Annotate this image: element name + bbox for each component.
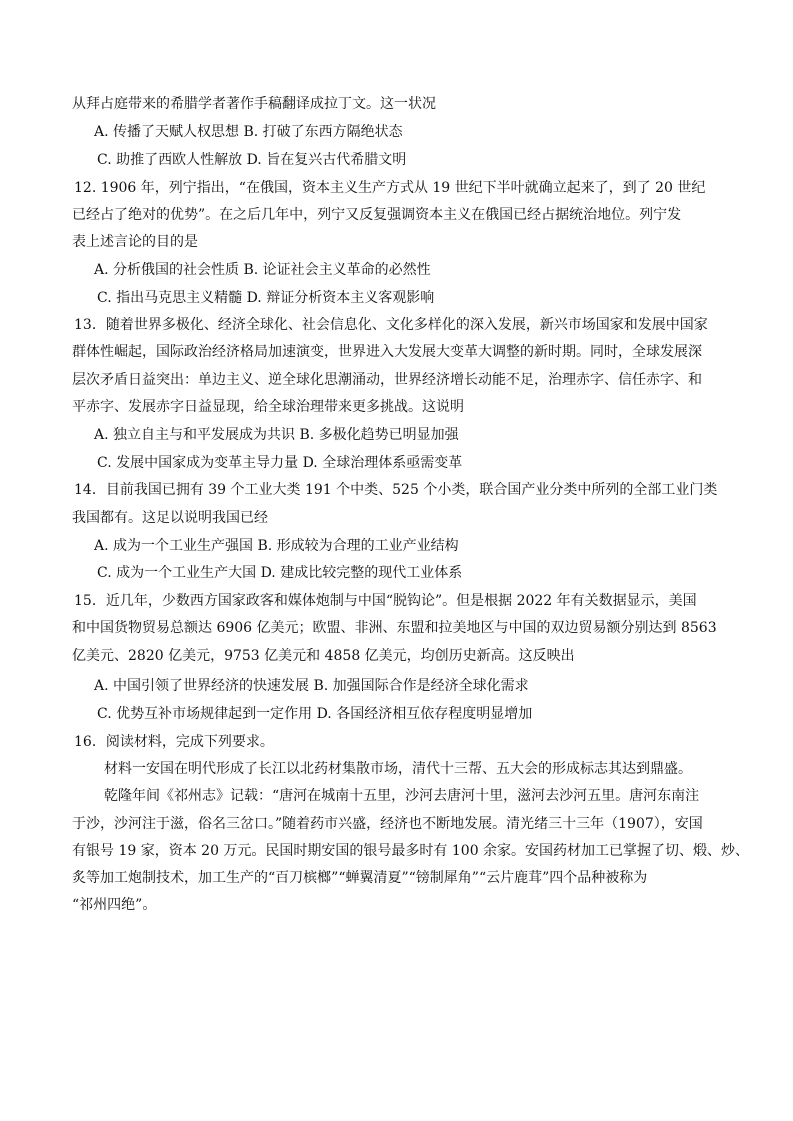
q15-stem-line-2: 和中国货物贸易总额达 6906 亿美元；欧盟、非洲、东盟和拉美地区与中国的双边贸易额分别达到 8563 bbox=[72, 620, 717, 636]
q13-options-cd: C. 发展中国家成为变革主导力量 D. 全球治理体系亟需变革 bbox=[97, 455, 463, 471]
q16-paragraph-line-3: 有银号 19 家，资本 20 万元。民国时期安国的银号最多时有 100 余家。安国药材加工已掌握了切、煅、炒、 bbox=[72, 843, 750, 859]
q14-stem-line-2: 我国都有。这足以说明我国已经 bbox=[72, 510, 268, 526]
q11-options-ab: A. 传播了天赋人权思想 B. 打破了东西方隔绝状态 bbox=[94, 124, 403, 140]
q13-options-ab: A. 独立自主与和平发展成为共识 B. 多极化趋势已明显加强 bbox=[94, 427, 459, 443]
q15-options-cd: C. 优势互补市场规律起到一定作用 D. 各国经济相互依存程度明显增加 bbox=[97, 706, 533, 722]
q16-paragraph-line-4: 炙等加工炮制技术，加工生产的“百刀槟榔”“蝉翼清夏”“镑制犀角”“云片鹿茸”四个品种被称为 bbox=[72, 870, 648, 886]
q12-stem-line-2: 已经占了绝对的优势”。在之后几年中，列宁又反复强调资本主义在俄国已经占据统治地位。列宁发 bbox=[72, 207, 682, 223]
q15-stem-line-1: 15．近几年，少数西方国家政客和媒体炮制与中国“脱钩论”。但是根据 2022 年有关数据显示，美国 bbox=[74, 593, 697, 609]
q11-stem-end: 从拜占庭带来的希腊学者著作手稿翻译成拉丁文。这一状况 bbox=[72, 96, 436, 112]
q11-options-cd: C. 助推了西欧人性解放 D. 旨在复兴古代希腊文明 bbox=[97, 152, 407, 168]
q15-stem-line-3: 亿美元、2820 亿美元，9753 亿美元和 4858 亿美元，均创历史新高。这反映出 bbox=[72, 648, 575, 664]
q16-paragraph-line-5: “祁州四绝”。 bbox=[72, 897, 157, 913]
q13-stem-line-2: 群体性崛起，国际政治经济格局加速演变，世界进入大发展大变革大调整的新时期。同时，全球发展深 bbox=[72, 344, 702, 360]
q14-stem-line-1: 14．目前我国已拥有 39 个工业大类 191 个中类、525 个小类，联合国产业分类中所列的全部工业门类 bbox=[74, 482, 718, 498]
q14-options-ab: A. 成为一个工业生产强国 B. 形成较为合理的工业产业结构 bbox=[94, 538, 459, 554]
q12-stem-line-3: 表上述言论的目的是 bbox=[72, 234, 198, 250]
q15-options-ab: A. 中国引领了世界经济的快速发展 B. 加强国际合作是经济全球化需求 bbox=[94, 678, 529, 694]
q16-title: 16．阅读材料，完成下列要求。 bbox=[74, 734, 274, 750]
q13-stem-line-4: 平赤字、发展赤字日益显现，给全球治理带来更多挑战。这说明 bbox=[72, 399, 464, 415]
q13-stem-line-3: 层次矛盾日益突出：单边主义、逆全球化思潮涌动，世界经济增长动能不足，治理赤字、信任赤字、和 bbox=[72, 372, 702, 388]
q14-options-cd: C. 成为一个工业生产大国 D. 建成比较完整的现代工业体系 bbox=[97, 565, 463, 581]
q16-material-1: 材料一安国在明代形成了长江以北药材集散市场，清代十三帮、五大会的形成标志其达到鼎盛。 bbox=[104, 761, 692, 777]
q13-stem-line-1: 13．随着世界多极化、经济全球化、社会信息化、文化多样化的深入发展，新兴市场国家和发展中国家 bbox=[74, 317, 708, 333]
q16-paragraph-line-1: 乾隆年间《祁州志》记载：“唐河在城南十五里，沙河去唐河十里，滋河去沙河五里。唐河东南注 bbox=[104, 788, 700, 804]
q12-stem-line-1: 12. 1906 年，列宁指出，“在俄国，资本主义生产方式从 19 世纪下半叶就确立起来了，到了 20 世纪 bbox=[74, 180, 706, 196]
q16-paragraph-line-2: 于沙，沙河注于滋，俗名三岔口。”随着药市兴盛，经济也不断地发展。清光绪三十三年（1907），安国 bbox=[72, 816, 703, 832]
q12-options-ab: A. 分析俄国的社会性质 B. 论证社会主义革命的必然性 bbox=[94, 262, 431, 278]
q12-options-cd: C. 指出马克思主义精髓 D. 辩证分析资本主义客观影响 bbox=[97, 290, 435, 306]
